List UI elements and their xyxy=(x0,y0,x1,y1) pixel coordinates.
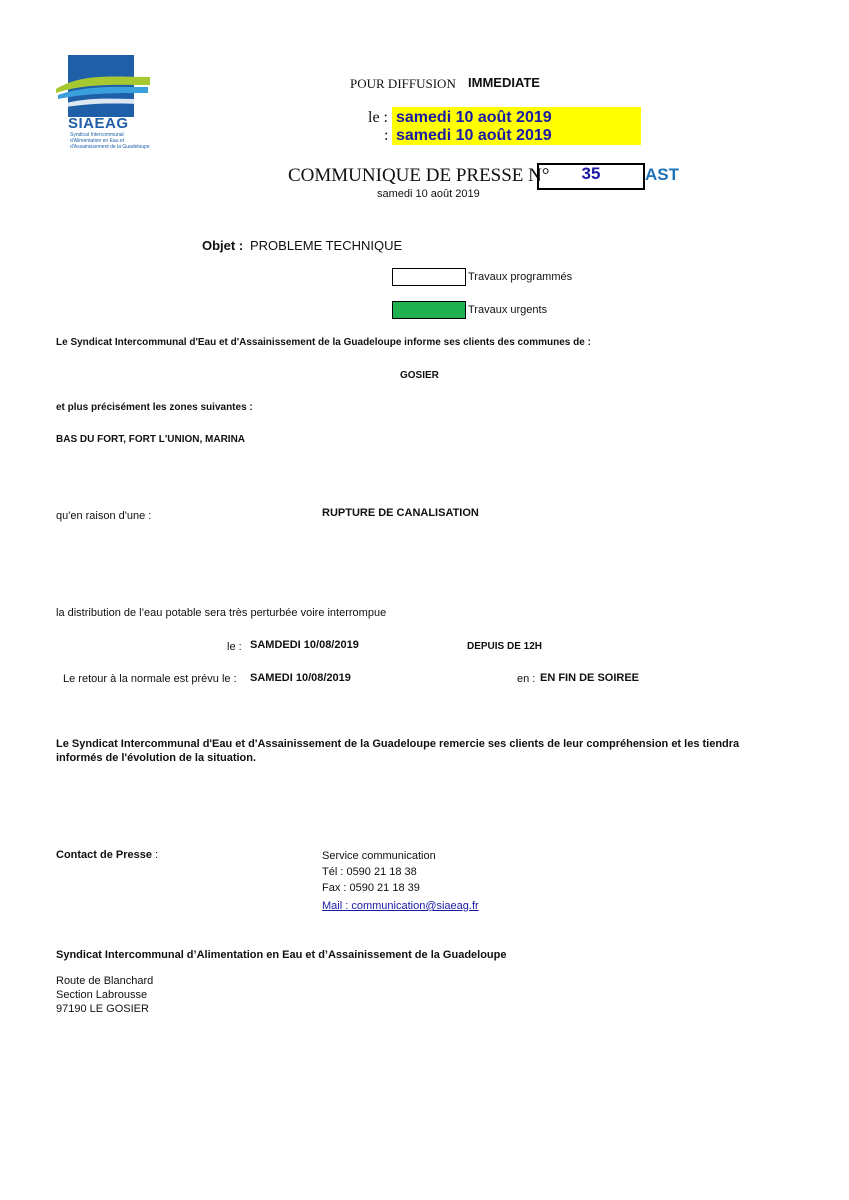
zones-label: et plus précisément les zones suivantes : xyxy=(56,402,253,413)
travaux-urgents-label: Travaux urgents xyxy=(468,304,548,316)
distribution-text: la distribution de l’eau potable sera très perturbée voire interrompue xyxy=(56,607,387,619)
logo-emblem xyxy=(52,55,152,117)
contact-label xyxy=(56,849,158,861)
footer-address-3: 97190 LE GOSIER xyxy=(56,1003,149,1015)
contact-service: Service communication xyxy=(322,850,436,862)
travaux-programmes-swatch xyxy=(392,268,466,286)
siaeag-logo xyxy=(52,55,152,150)
contact-fax: Fax : 0590 21 18 39 xyxy=(322,882,420,894)
communique-title: COMMUNIQUE DE PRESSE N° xyxy=(288,165,550,186)
zones-list: BAS DU FORT, FORT L'UNION, MARINA xyxy=(56,434,246,445)
interruption-date: SAMDEDI 10/08/2019 xyxy=(250,639,359,651)
contact-label-colon: : xyxy=(151,849,159,861)
contact-mail-link[interactable]: Mail : communication@siaeag.fr xyxy=(322,900,479,912)
footer-address-1: Route de Blanchard xyxy=(56,975,154,987)
objet-value: PROBLEME TECHNIQUE xyxy=(250,238,403,253)
objet-label: Objet : xyxy=(202,238,244,253)
retour-time: EN FIN DE SOIREE xyxy=(540,672,640,684)
logo-tagline-1: Syndicat Intercommunal xyxy=(70,132,124,138)
diffusion-label: POUR DIFFUSION xyxy=(350,76,456,91)
footer-address-2: Section Labrousse xyxy=(56,989,148,1001)
release-date-1: samedi 10 août 2019 xyxy=(396,109,552,126)
le-label: le : xyxy=(368,109,388,126)
retour-date: SAMEDI 10/08/2019 xyxy=(250,672,351,684)
release-date-2: samedi 10 août 2019 xyxy=(396,127,552,144)
raison-label: qu'en raison d'une : xyxy=(56,510,152,522)
raison-value: RUPTURE DE CANALISATION xyxy=(322,507,479,519)
intro-text: Le Syndicat Intercommunal d'Eau et d'Assainissement de la Guadeloupe informe ses clients des communes de : xyxy=(56,337,591,348)
commune-name: GOSIER xyxy=(400,370,439,381)
footer-org: Syndicat Intercommunal d’Alimentation en Eau et d’Assainissement de la Guadeloupe xyxy=(56,949,507,961)
diffusion-value: IMMEDIATE xyxy=(468,75,540,90)
le-date-label: le : xyxy=(227,641,242,653)
retour-label: Le retour à la normale est prévu le : xyxy=(63,673,237,685)
logo-tagline-2: d'Alimentation en Eau et xyxy=(70,138,125,144)
en-label: en : xyxy=(517,673,536,685)
logo-name: SIAEAG xyxy=(68,115,129,132)
contact-label-bold: Contact de Presse xyxy=(56,849,152,861)
communique-suffix: AST xyxy=(645,165,679,184)
communique-number: 35 xyxy=(581,164,601,183)
logo-tagline-3: d'Assainissement de la Guadeloupe xyxy=(70,144,150,150)
travaux-programmes-label: Travaux programmés xyxy=(468,271,573,283)
contact-tel: Tél : 0590 21 18 38 xyxy=(322,866,417,878)
remerciement-line-1: Le Syndicat Intercommunal d'Eau et d'Assainissement de la Guadeloupe remercie ses clients de leur compréhension et les tiendra xyxy=(56,738,740,750)
travaux-urgents-swatch xyxy=(392,301,466,319)
depuis-time: DEPUIS DE 12H xyxy=(467,641,543,652)
colon-label: : xyxy=(384,127,389,144)
communique-sub-date: samedi 10 août 2019 xyxy=(377,188,480,200)
remerciement-line-2: informés de l'évolution de la situation. xyxy=(56,752,257,764)
